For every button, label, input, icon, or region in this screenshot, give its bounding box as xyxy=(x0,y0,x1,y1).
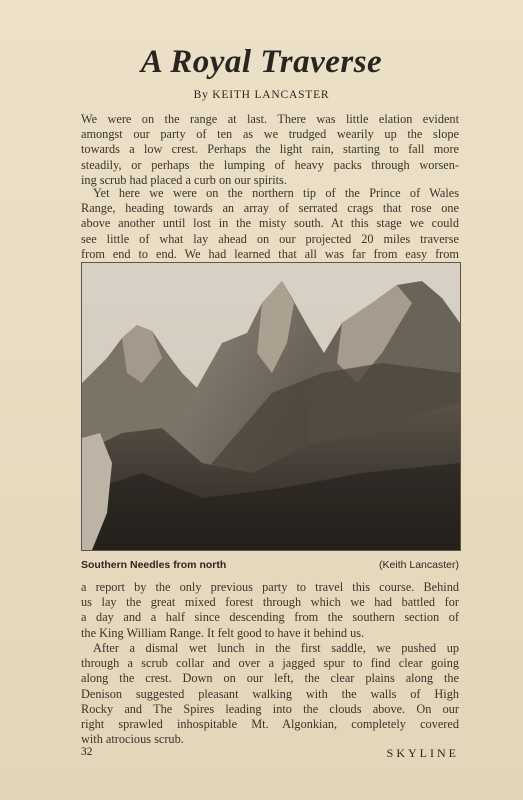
text-line: ing scrub had placed a curb on our spirits. xyxy=(81,172,287,187)
photo-credit: (Keith Lancaster) xyxy=(379,559,459,571)
text-line: Rocky and The Spires leading into the clouds above. On our xyxy=(81,701,459,716)
text-line: right sprawled inhospitable Mt. Algonkian, completely covered xyxy=(81,717,459,732)
text-line: a report by the only previous party to travel this course. Behind xyxy=(81,580,459,594)
text-line: the King William Range. It felt good to have it behind us. xyxy=(81,625,365,640)
text-line: Denison suggested pleasant walking with the walls of High xyxy=(81,686,459,701)
paragraph-2 xyxy=(81,186,459,262)
photo-caption: Southern Needles from north xyxy=(81,559,227,571)
text-line: with atrocious scrub. xyxy=(81,732,184,747)
paragraph-4 xyxy=(81,641,459,747)
text-line: through a scrub collar and over a jagged spur to find clear going xyxy=(81,656,459,671)
text-line: amongst our party of ten as we trudged wearily up the slope xyxy=(81,127,459,142)
page-number: 32 xyxy=(81,746,93,758)
mountain-photo xyxy=(81,262,461,551)
paragraph-3 xyxy=(81,580,459,641)
text-line: Range, heading towards an array of serrated crags that rose one xyxy=(81,201,459,216)
text-line: us lay the great mixed forest through which we had battled for xyxy=(81,595,459,610)
text-line: After a dismal wet lunch in the first saddle, we pushed up xyxy=(93,641,459,655)
text-line: steadily, or perhaps the lumping of heavy packs through worsen- xyxy=(81,157,459,172)
text-line: see little of what lay ahead on our projected 20 miles traverse xyxy=(81,231,459,246)
text-line: above another until lost in the misty south. At this stage we could xyxy=(81,216,459,231)
text-line: towards a low crest. Perhaps the light rain, starting to fall more xyxy=(81,142,459,157)
text-line: along the crest. Down on our left, the clear plains along the xyxy=(81,671,459,686)
paragraph-1 xyxy=(81,112,459,188)
text-line: from end to end. We had learned that all was far from easy from xyxy=(81,246,459,261)
article-byline: By KEITH LANCASTER xyxy=(193,89,330,101)
text-line: Yet here we were on the northern tip of the Prince of Wales xyxy=(93,186,459,200)
running-head: SKYLINE xyxy=(386,746,459,760)
text-line: We were on the range at last. There was little elation evident xyxy=(81,112,459,126)
article-title: A Royal Traverse xyxy=(140,44,383,80)
text-line: a day and a half since descending from the southern section of xyxy=(81,610,459,625)
